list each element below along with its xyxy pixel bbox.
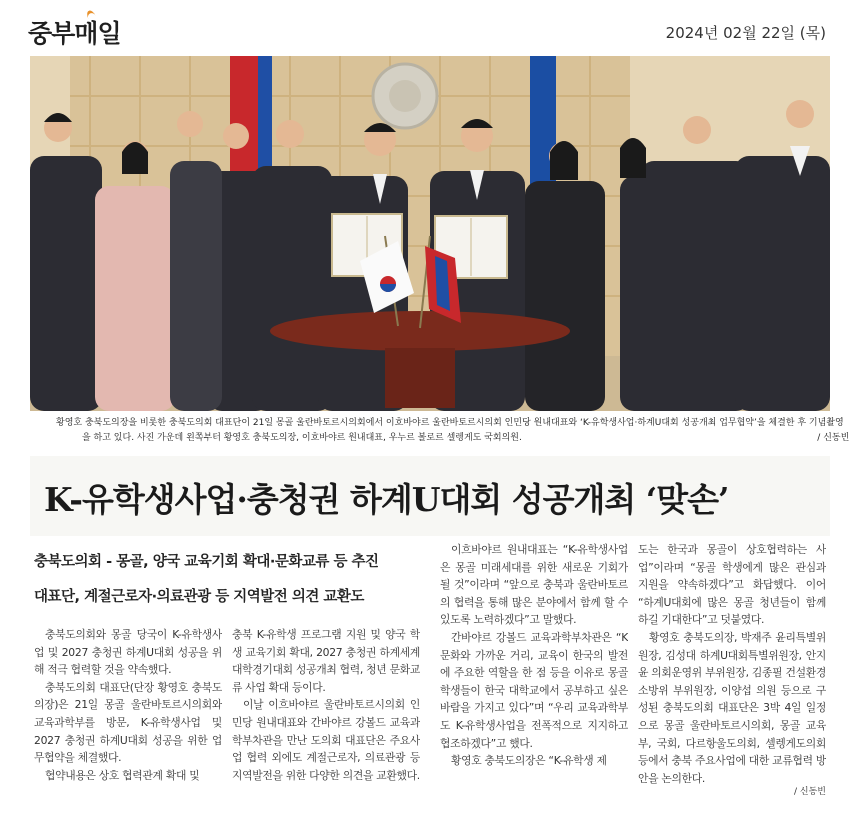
paragraph: 충북도의회와 몽골 당국이 K-유학생사업 및 2027 충청권 하계U대회 성공을 위해 적극 협력할 것을 약속했다. (34, 628, 222, 677)
mongolia-flag-back-icon (230, 56, 258, 186)
paragraph: 충북 K-유학생 프로그램 지원 및 양국 학생 교육기회 확대, 2027 충청권 하계세계대학경기대회 성공개최 협력, 청년 문화교류 사업 확대 등이다. (232, 628, 420, 694)
newspaper-logo[interactable]: 중부매일 (28, 19, 121, 48)
issue-date: 2024년 02월 22일 (목) (665, 24, 826, 42)
paragraph: 간바야르 강볼드 교육과학부차관은 “K문화와 가까운 거리, 교육이 한국의 발전에 주요한 역할을 한 점 등을 이유로 몽골 학생들이 한국 대학교에서 공부하고 싶은 바람을 가지고 있다”며 “우리 교육과학부도 K-유학생사업을 전폭적으로 지지하고 협조하겠다”고 했다. (440, 630, 628, 750)
paragraph: 협약내용은 상호 협력관계 확대 및 (45, 768, 200, 782)
emblem-icon (373, 64, 437, 128)
subheadline-1: 충북도의회 - 몽골, 양국 교육기회 확대·문화교류 등 추진 (34, 554, 379, 570)
article-headline[interactable]: K-유학생사업·충청권 하계U대회 성공개최 ‘맞손’ (44, 480, 729, 519)
paragraph: 이날 이흐바야르 울란바토르시의회 인민당 원내대표와 간바야르 강볼드 교육과학부차관을 만난 도의회 대표단은 주요사업 협력 외에도 계절근로자, 의료관광 등 지역발전을 위한 다양한 의견을 교환했다. (232, 698, 420, 782)
caption-text: 황영호 충북도의장을 비롯한 충북도의회 대표단이 21일 몽골 울란바토르시의회에서 이흐바야르 울란바토르시의회 인민당 원내대표와 ‘K-유학생사업·하계U대회 성공개최 업무협약’을 체결한 후 기념촬영을 하고 있다. 사진 가운데 왼쪽부터 황영호 충북도의장, 이흐바야르 원내대표, 우누르 볼로르 셀렝게도 국회의원. (56, 418, 844, 443)
subheadline-2: 대표단, 계절근로자·의료관광 등 지역발전 의견 교환도 (34, 589, 364, 605)
article-column-3 (440, 541, 628, 806)
paragraph: 이흐바야르 원내대표는 “K-유학생사업은 몽골 미래세대를 위한 새로운 기회가 될 것”이라며 “앞으로 충북과 울란바토르의 협력을 통해 많은 분야에서 함께 할 수 있도록 노력하겠다”고 말했다. (440, 543, 628, 627)
photo-credit: / 신동빈 (817, 433, 850, 443)
paragraph: 도는 한국과 몽골이 상호협력하는 사업”이라며 “몽골 학생에게 많은 관심과 지원을 약속하겠다”고 화답했다. 이어 “하계U대회에 많은 몽골 청년들이 함께 하길 기대한다”고 덧붙였다. (638, 543, 826, 627)
group-photo-image (30, 56, 830, 411)
paragraph: 충북도의회 대표단(단장 황영호 충북도의장)은 21일 몽골 울란바토르시의회와 교육과학부를 방문, K-유학생사업 및 2027 충청권 하계U대회 성공을 위한 업무협약을 체결했다. (34, 680, 222, 765)
paragraph: 황영호 충북도의장은 “K-유학생 제 (451, 754, 607, 768)
paragraph: 황영호 충북도의장, 박재주 윤리특별위원장, 김성대 하계U대회특별위원장, 안지윤 의회운영위 부위원장, 김종필 건설환경소방위 부위원장, 이양섭 의원 등으로 구성된 충북도의회 대표단은 3박 4일 일정으로 몽골 울란바토르시의회, 몽골 교육부, 국회, 다르항울도의회, 셀렝게도의회 등에서 충북 주요사업에 대한 교류협력 방안을 논의한다. (638, 630, 826, 785)
article-column-1 (34, 626, 222, 811)
article-column-4 (638, 541, 826, 806)
article-column-2 (232, 626, 420, 811)
reporter-credit: / 신동빈 (794, 787, 826, 797)
photo-caption (56, 416, 852, 446)
masthead (0, 0, 860, 52)
